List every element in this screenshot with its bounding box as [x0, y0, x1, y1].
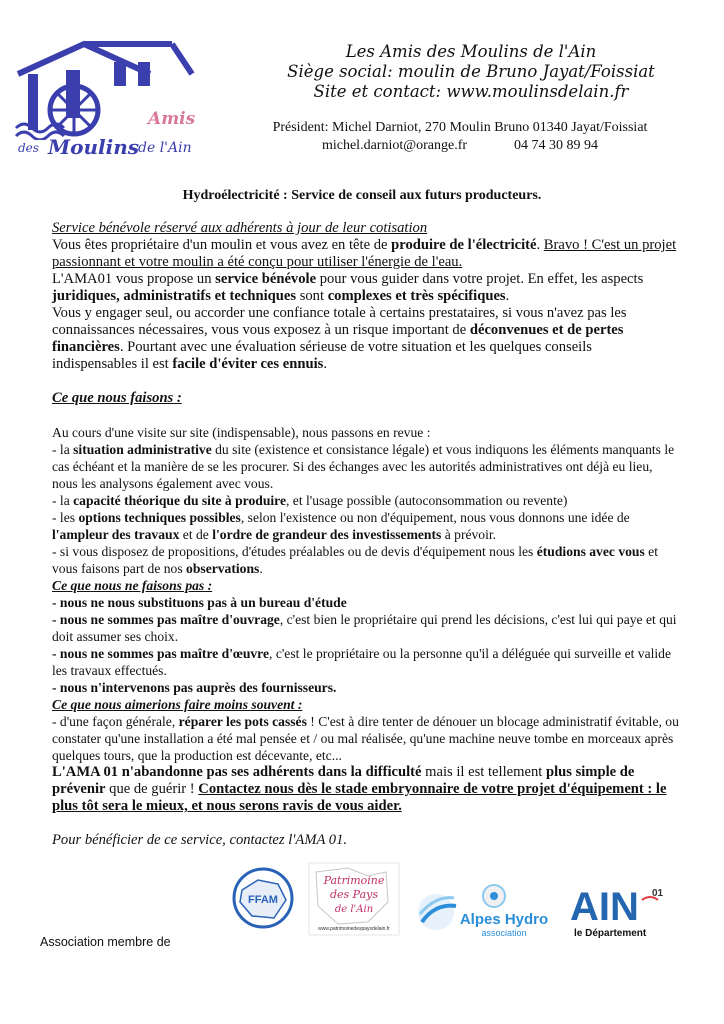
intro-paragraph-3: Vous y engager seul, ou accorder une confiance totale à certains prestataires, si vous n'avez pas les connaissances nécessaires, vous vous exposez à un risque important de déconvenues et de pertes financières. Pourtant avec une évaluation sérieuse de votre situation et les quelques conseils indispensables il est facile d'éviter ces ennuis.	[52, 305, 627, 372]
ffam-logo	[228, 866, 298, 930]
intro-paragraph-1: Vous êtes propriétaire d'un moulin et vous avez en tête de produire de l'électricité. Bravo ! C'est un projet passionnant et votre moulin a été conçu pour utiliser l'énergie de l'eau.	[52, 237, 677, 270]
ain-sub: le Département	[574, 928, 647, 939]
contact-early-paragraph: L'AMA 01 n'abandonne pas ses adhérents dans la difficulté mais il est tellement plus simple de prévenir que de guérir ! Contactez nous dès le stade embryonnaire de votre projet d'équipement : le plus tôt sera le mieux, et nous serons ravis de vous aider.	[52, 764, 667, 814]
president-line: Président: Michel Darniot, 270 Moulin Bruno 01340 Jayat/Foissiat	[272, 120, 648, 135]
patrimoine-line-1: Patrimoine	[323, 874, 385, 887]
site-contact: Site et contact: www.moulinsdelain.fr	[313, 82, 629, 101]
alpes-hydro-logo	[412, 882, 560, 938]
alpes-hydro-text: Alpes Hydro	[459, 911, 549, 928]
document-title: Hydroélectricité : Service de conseil aux futurs producteurs.	[182, 188, 542, 203]
list-item-maitre-oeuvre: - nous ne sommes pas maître d'œuvre, c'est le propriétaire ou la personne qu'il a déléguée qui surveille et valide les travaux effectués.	[52, 646, 672, 678]
section-heading-less-often: Ce que nous aimerions faire moins souvent :	[52, 697, 303, 712]
section-heading-what-we-do: Ce que nous faisons :	[52, 390, 182, 406]
member-label: Association membre de	[40, 935, 171, 949]
patrimoine-line-3: de l'Ain	[334, 904, 374, 915]
section-heading-what-we-dont-do: Ce que nous ne faisons pas :	[52, 578, 213, 593]
pots-casses-paragraph: - d'une façon générale, réparer les pots cassés ! C'est à dire tenter de dénouer un blocage administratif évitable, ou constater qu'une installation a été mal pensée et / ou mal réalisée, qu'une machine neuve tombe en morceaux après quelques tours, que la production est décevante, etc...	[52, 714, 679, 763]
patrimoine-line-2: des Pays	[329, 888, 379, 901]
org-name: Les Amis des Moulins de l'Ain	[345, 42, 597, 61]
president-phone: 04 74 30 89 94	[514, 138, 599, 153]
logo-text-de-l-ain: de l'Ain	[138, 140, 192, 156]
closing-line: Pour bénéficier de ce service, contactez l'AMA 01.	[52, 832, 348, 848]
visit-lead: Au cours d'une visite sur site (indispensable), nous passons en revue :	[52, 425, 431, 440]
alpes-hydro-sub: association	[481, 928, 527, 938]
list-item-bureau-etude: - nous ne nous substituons pas à un bureau d'étude	[52, 595, 347, 610]
contact-line	[210, 138, 710, 154]
list-item-maitre-ouvrage: - nous ne sommes pas maître d'ouvrage, c'est bien le propriétaire qui prend les décisions, c'est lui qui paye et qui doit assumer ses choix.	[52, 612, 677, 644]
list-item-capacite: - la capacité théorique du site à produire, et l'usage possible (autoconsommation ou revente)	[52, 493, 568, 508]
ain-departement-logo	[570, 884, 670, 942]
patrimoine-url: www.patrimoinedespaysdelain.fr	[318, 926, 390, 932]
president-email[interactable]: michel.darniot@orange.fr	[321, 138, 468, 153]
ffam-text: FFAM	[248, 894, 278, 906]
siege-social: Siège social: moulin de Bruno Jayat/Foissiat	[287, 62, 655, 81]
list-item-etudes: - si vous disposez de propositions, d'études préalables ou de devis d'équipement nous les étudions avec vous et vous faisons part de nos observations.	[52, 544, 658, 576]
list-item-fournisseurs: - nous n'intervenons pas auprès des fournisseurs.	[52, 680, 337, 695]
logo-text-moulins: Moulins	[48, 135, 140, 159]
list-item-situation: - la situation administrative du site (existence et consistance légale) et vous indiquons les éléments manquants le cas échéant et la manière de se les procurer. Si des échanges avec les autorités administratives ont déjà eu lieu, nous les analysons également avec vous.	[52, 442, 675, 491]
document-body	[52, 220, 680, 849]
amis-des-moulins-logo	[14, 40, 204, 162]
logo-text-des: des	[18, 141, 39, 155]
intro-paragraph-2: L'AMA01 vous propose un service bénévole pour vous guider dans votre projet. En effet, les aspects juridiques, administratifs et techniques sont complexes et très spécifiques.	[52, 271, 644, 304]
list-item-options: - les options techniques possibles, selon l'existence ou non d'équipement, nous vous donnons une idée de l'ampleur des travaux et de l'ordre de grandeur des investissements à prévoir.	[52, 510, 630, 542]
service-heading: Service bénévole réservé aux adhérents à jour de leur cotisation	[52, 220, 428, 236]
ain-text: AIN	[570, 885, 639, 929]
patrimoine-pays-ain-logo	[308, 862, 400, 936]
logo-text-amis: Amis	[148, 109, 196, 129]
ain-number: 01	[652, 888, 664, 899]
